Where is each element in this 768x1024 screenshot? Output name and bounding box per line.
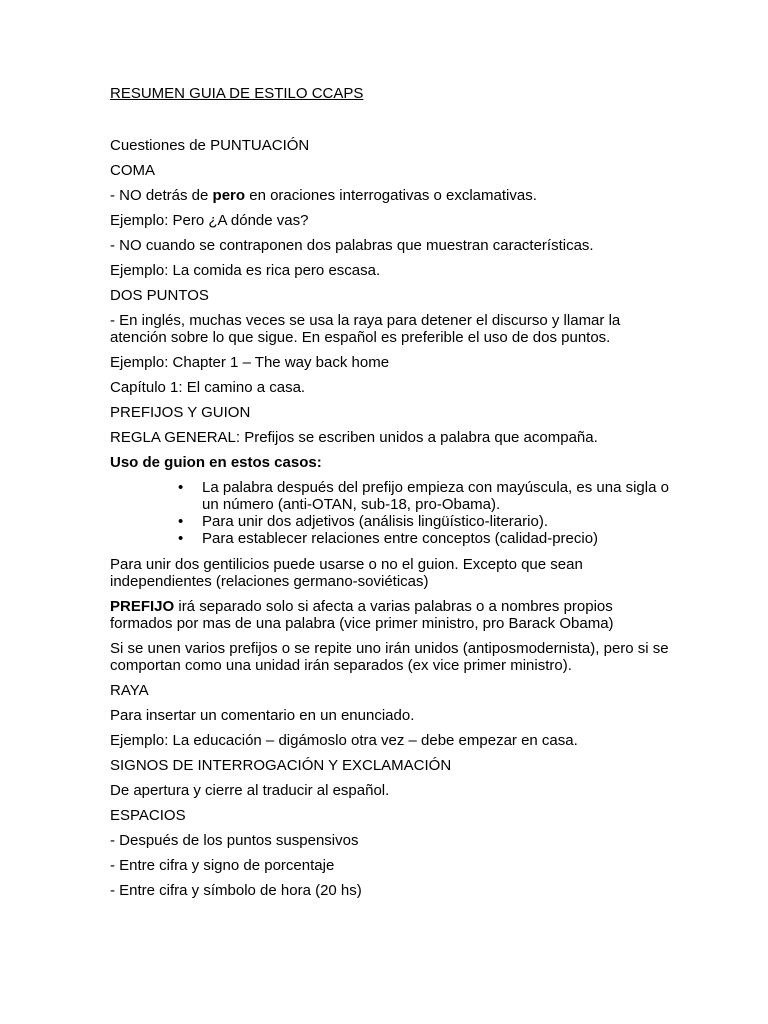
heading-prefijos: PREFIJOS Y GUION [110, 404, 251, 421]
raya-example: Ejemplo: La educación – digámoslo otra vez – debe empezar en casa. [110, 732, 578, 749]
espacios-item-1: - Después de los puntos suspensivos [110, 832, 359, 849]
list-item [178, 513, 670, 530]
document-title: RESUMEN GUIA DE ESTILO CCAPS [110, 85, 364, 102]
bullet-icon: • [178, 513, 184, 530]
espacios-item-2: - Entre cifra y signo de porcentaje [110, 857, 335, 874]
guion-bullet-list [110, 479, 670, 547]
regla-general: REGLA GENERAL: Prefijos se escriben unidos a palabra que acompaña. [110, 429, 598, 446]
prefijo-rest: irá separado solo si afecta a varias palabras o a nombres propios formados por mas de una palabra (vice primer ministro, pro Barack Obama) [110, 598, 614, 632]
prefijo-paragraph [110, 598, 670, 632]
signos-rule: De apertura y cierre al traducir al español. [110, 782, 390, 799]
list-item [178, 530, 670, 547]
document-page [110, 85, 670, 907]
coma-rule-1 [110, 187, 670, 204]
list-item-text: Para establecer relaciones entre conceptos (calidad-precio) [202, 530, 599, 547]
heading-espacios: ESPACIOS [110, 807, 186, 824]
dos-puntos-example: Ejemplo: Chapter 1 – The way back home [110, 354, 390, 371]
list-item [178, 479, 670, 513]
coma-example-2: Ejemplo: La comida es rica pero escasa. [110, 262, 381, 279]
list-item-text: Para unir dos adjetivos (análisis lingüístico-literario). [202, 513, 548, 530]
dos-puntos-translation: Capítulo 1: El camino a casa. [110, 379, 306, 396]
bullet-icon: • [178, 479, 184, 496]
coma-rule-1-post: en oraciones interrogativas o exclamativas. [245, 187, 537, 204]
gentilicios-paragraph: Para unir dos gentilicios puede usarse o no el guion. Excepto que sean independientes (relaciones germano-soviéticas) [110, 556, 583, 590]
bullet-icon: • [178, 530, 184, 547]
dos-puntos-rule: - En inglés, muchas veces se usa la raya para detener el discurso y llamar la atención sobre lo que sigue. En español es preferible el uso de dos puntos. [110, 312, 621, 346]
heading-coma: COMA [110, 162, 155, 179]
raya-rule: Para insertar un comentario en un enunciado. [110, 707, 415, 724]
section-heading-puntuacion: Cuestiones de PUNTUACIÓN [110, 137, 310, 154]
coma-rule-1-pre: - NO detrás de [110, 187, 213, 204]
coma-rule-2: - NO cuando se contraponen dos palabras que muestran características. [110, 237, 594, 254]
heading-dos-puntos: DOS PUNTOS [110, 287, 209, 304]
espacios-item-3: - Entre cifra y símbolo de hora (20 hs) [110, 882, 362, 899]
coma-example-1: Ejemplo: Pero ¿A dónde vas? [110, 212, 309, 229]
varios-prefijos-paragraph: Si se unen varios prefijos o se repite uno irán unidos (antiposmodernista), pero si se comportan como una unidad irán separados (ex vice primer ministro). [110, 640, 669, 674]
coma-rule-1-bold: pero [212, 187, 246, 204]
uso-guion-heading: Uso de guion en estos casos: [110, 454, 322, 471]
heading-signos: SIGNOS DE INTERROGACIÓN Y EXCLAMACIÓN [110, 757, 452, 774]
prefijo-bold: PREFIJO [110, 598, 175, 615]
heading-raya: RAYA [110, 682, 149, 699]
list-item-text: La palabra después del prefijo empieza con mayúscula, es una sigla o un número (anti-OTAN, sub-18, pro-Obama). [202, 479, 669, 513]
